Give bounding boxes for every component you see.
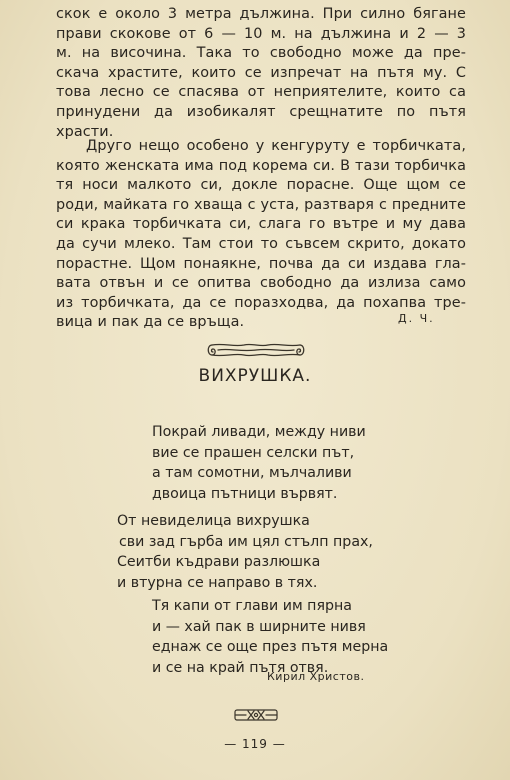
poem-line: двоица пътници вървят.	[152, 485, 338, 502]
text-line: храсти.	[56, 123, 114, 140]
text-line: скача храстите, които се изпречат на пътя му. С	[56, 64, 466, 81]
text-line: порастне. Щом понаякне, почва да си издава гла-	[56, 255, 466, 272]
poem-line: и — хай пак в ширните нивя	[152, 618, 366, 635]
paragraph-1	[56, 5, 466, 142]
poem-line: Сеитби къдрави разлюшка	[117, 554, 321, 571]
poem-stanza-2	[117, 511, 373, 593]
text-line: вица и пак да се връща.	[56, 314, 245, 331]
page-number: — 119 —	[224, 737, 286, 751]
poem-stanza-1	[152, 422, 366, 504]
poem-line: От невиделица вихрушка	[117, 513, 310, 529]
vignette-small-icon	[232, 707, 280, 723]
text-line: това лесно се спасява от неприятелите, които са	[56, 84, 466, 101]
poem-line: вие се прашен селски път,	[152, 444, 355, 461]
vignette-scroll-icon	[204, 339, 308, 361]
text-line: тя носи малкото си, докле порасне. Още щом се	[56, 177, 466, 194]
text-line: си крака торбичката си, слага го вътре и му дава	[56, 216, 466, 233]
text-line: Друго нещо особено у кенгуруту е торбичката,	[86, 138, 466, 154]
poem-line: Покрай ливади, между ниви	[152, 424, 366, 440]
text-line: да сучи млеко. Там стои то съвсем скрито, докато	[56, 235, 466, 252]
text-line: прави скокове от 6 — 10 м. на дължина и 2 — 3	[56, 25, 466, 42]
article-signature: Д. Ч.	[398, 312, 435, 325]
text-line: скок е около 3 метра дължина. При силно бягане	[56, 6, 466, 22]
text-line: която женската има под корема си. В тази торбичка	[56, 157, 466, 174]
poem-line: сви зад гърба им цял стълп прах,	[119, 533, 373, 550]
poem-author: Кирил Христов.	[267, 670, 365, 683]
text-line: роди, майката го хваща с уста, разтваря с предните	[56, 196, 466, 213]
paragraph-2	[56, 137, 466, 333]
poem-title: ВИХРУШКА.	[198, 366, 312, 386]
text-line: из торбичката, да се поразходва, да похапва тре-	[56, 294, 466, 311]
poem-line: а там сомотни, мълчаливи	[152, 465, 352, 482]
poem-line: и се на край пътя отвя.	[152, 659, 329, 676]
poem-line: еднаж се още през пътя мерна	[152, 639, 389, 656]
poem-line: Тя капи от глави им пярна	[152, 598, 352, 614]
poem-line: и втурна се направо в тях.	[117, 574, 318, 591]
text-line: вата отвън и се опитва свободно да излиза само	[56, 275, 466, 292]
text-line: принудени да изобикалят срещнатите по пътя	[56, 103, 466, 120]
poem-stanza-3	[152, 596, 388, 678]
text-line: м. на височина. Така то свободно може да пре-	[56, 45, 466, 62]
